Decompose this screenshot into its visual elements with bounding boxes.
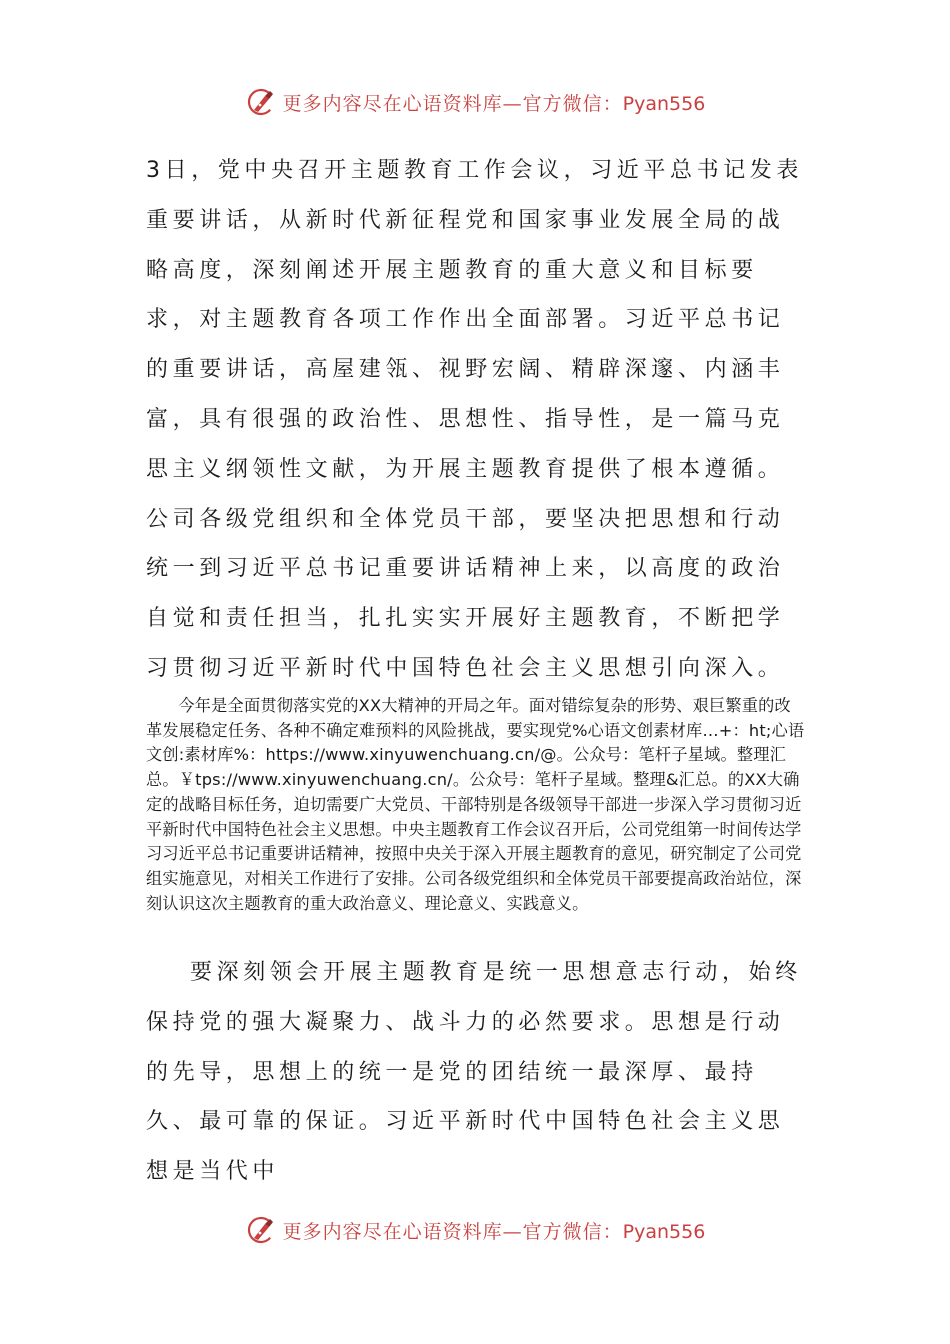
pen-nib-circle-logo-icon (245, 1214, 277, 1246)
paragraph-1: 3日，党中央召开主题教育工作会议，习近平总书记发表重要讲话，从新时代新征程党和国家事业发展全局的战略高度，深刻阐述开展主题教育的重大意义和目标要求，对主题教育各项工作作出全面部署。习近平总书记的重要讲话，高屋建瓴、视野宏阔、精辟深邃、内涵丰富，具有很强的政治性、思想性、指导性，是一篇马克思主义纲领性文献，为开展主题教育提供了根本遵循。公司各级党组织和全体党员干部，要坚决把思想和行动统一到习近平总书记重要讲话精神上来，以高度的政治自觉和责任担当，扎扎实实开展好主题教育，不断把学习贯彻习近平新时代中国特色社会主义思想引向深入。 (146, 158, 803, 681)
paragraph-3: 要深刻领会开展主题教育是统一思想意志行动，始终保持党的强大凝聚力、战斗力的必然要求。思想是行动的先导，思想上的统一是党的团结统一最深厚、最持久、最可靠的保证。习近平新时代中国特色社会主义思想是当代中 (146, 960, 802, 1185)
pen-nib-circle-logo-icon (245, 86, 277, 118)
header-banner (0, 82, 950, 122)
paragraph-1-block (146, 146, 806, 694)
footer-banner (0, 1210, 950, 1250)
paragraph-2-block (146, 694, 806, 916)
banner-text: 更多内容尽在心语资料库—官方微信：Pyan556 (282, 92, 706, 115)
wechat-id: Pyan556 (622, 92, 706, 115)
paragraph-2: 今年是全面贯彻落实党的XX大精神的开局之年。面对错综复杂的形势、艰巨繁重的改革发展稳定任务、各种不确定难预料的风险挑战，要实现党%心语文创素材库…+：ht;心语文创:素材库%：https://www.xinyuwenchuang.cn/@。公众号：笔杆子星域。整理汇总。￥tps://www.xinyuwenchuang.cn/。公众号：笔杆子星域。整理&汇总。的XX大确定的战略目标任务，迫切需要广大党员、干部特别是各级领导干部进一步深入学习贯彻习近平新时代中国特色社会主义思想。中央主题教育工作会议召开后，公司党组第一时间传达学习习近平总书记重要讲话精神，按照中央关于深入开展主题教育的意见，研究制定了公司党组实施意见，对相关工作进行了安排。公司各级党组织和全体党员干部要提高政治站位，深刻认识这次主题教育的重大政治意义、理论意义、实践意义。 (146, 696, 805, 913)
footer-banner-text: 更多内容尽在心语资料库—官方微信：Pyan556 (282, 1220, 706, 1243)
footer-wechat-id: Pyan556 (622, 1220, 706, 1243)
paragraph-3-block (146, 948, 806, 1197)
